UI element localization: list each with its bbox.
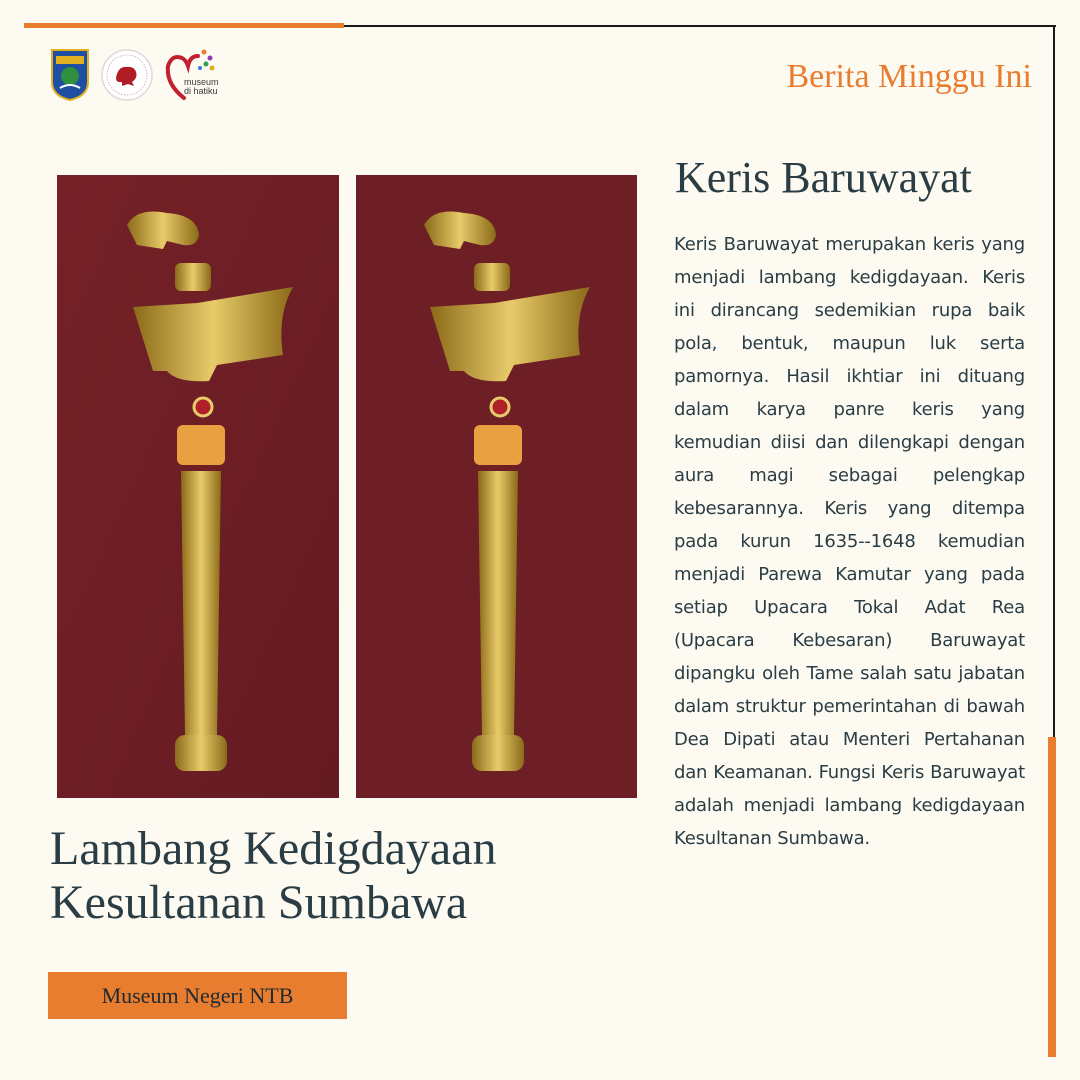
keris-illustration <box>57 175 339 798</box>
main-title-line2: Kesultanan Sumbawa <box>50 876 468 929</box>
top-accent-line <box>24 23 344 28</box>
museum-di-hatiku-logo <box>164 46 222 104</box>
main-title <box>50 822 610 930</box>
keris-illustration <box>356 175 637 798</box>
top-border-line <box>344 25 1056 27</box>
right-border-line <box>1053 25 1055 737</box>
logo-bar <box>50 46 222 104</box>
article-title: Keris Baruwayat <box>675 153 972 202</box>
page-header-title: Berita Minggu Ini <box>786 58 1032 95</box>
article-body: Keris Baruwayat merupakan keris yang menjadi lambang kedigdayaan. Keris ini dirancang sedemikian rupa baik pola, bentuk, maupun luk serta pamornya. Hasil ikhtiar ini dituang dalam karya panre keris yang kemudian diisi dan dilengkapi dengan aura magi sebagai pelengkap kebesarannya. Keris yang ditempa pada kurun 1635--1648 kemudian menjadi Parewa Kamutar yang pada setiap Upacara Tokal Adat Rea (Upacara Kebesaran) Baruwayat dipangku oleh Tame salah satu jabatan dalam struktur pemerintahan di bawah Dea Dipati atau Menteri Pertahanan dan Keamanan. Fungsi Keris Baruwayat adalah menjadi lambang kedigdayaan Kesultanan Sumbawa. <box>674 234 1025 849</box>
museum-logo-text: museum di hatiku <box>184 77 219 96</box>
main-title-line1: Lambang Kedigdayaan <box>50 822 497 875</box>
museum-ntb-logo <box>100 48 154 102</box>
right-accent-line <box>1048 737 1056 1057</box>
keris-photo-right <box>356 175 637 798</box>
keris-photo-left <box>57 175 339 798</box>
source-badge: Museum Negeri NTB <box>48 972 347 1019</box>
ntb-province-logo <box>50 48 90 102</box>
